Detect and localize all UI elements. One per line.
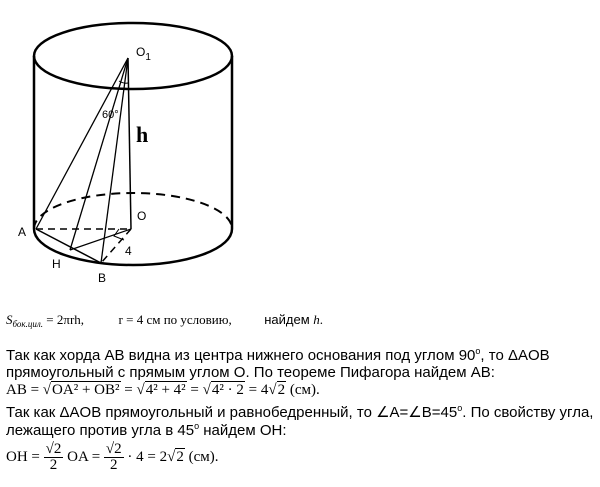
fraction-2: $\frac{√2}{2}$	[105, 441, 122, 473]
label-b: B	[98, 271, 107, 285]
label-angle: 60°	[102, 109, 119, 121]
label-o1: $O_1$	[136, 45, 151, 63]
label-o: O	[137, 209, 147, 223]
axis-o1-o	[128, 58, 131, 229]
top-base-ellipse	[34, 23, 232, 89]
ab-equation: AB = √OA² + OB² = √4² + 4² = √4² · 2 = 4√2 (см).	[6, 382, 320, 398]
paragraph-line-1: Так как хорда AB видна из центра нижнего основания под углом 90$^o$, то ΔAOB	[6, 346, 550, 364]
label-h: h	[136, 122, 149, 147]
label-h-point: H	[52, 257, 61, 271]
paragraph-line-4: Так как ΔAOB прямоугольный и равнобедренный, то $\angle A=\angle B=45^o$. По свойству угла,	[6, 403, 594, 421]
paragraph-line-5: лежащего против угла в 45$^o$ найдем OH:	[6, 421, 287, 439]
label-four: 4	[125, 244, 132, 258]
bottom-base-back-arc	[34, 193, 232, 229]
paragraph-line-2: прямоугольный с прямым углом O. По теореме Пифагора найдем AB:	[6, 364, 495, 381]
lateral-area-formula: $S_{бок.цил.} = 2\pi rh$, r = 4 см по условию, найдем h.	[6, 312, 324, 329]
fraction-1: $\frac{√2}{2}$	[45, 441, 62, 473]
oh-equation: OH = $\frac{√2}{2}$ OA = $\frac{√2}{2}$ · 4 = 2√2 (см).	[6, 441, 219, 473]
label-a: A	[18, 225, 27, 239]
bottom-base-front-arc	[34, 229, 232, 265]
